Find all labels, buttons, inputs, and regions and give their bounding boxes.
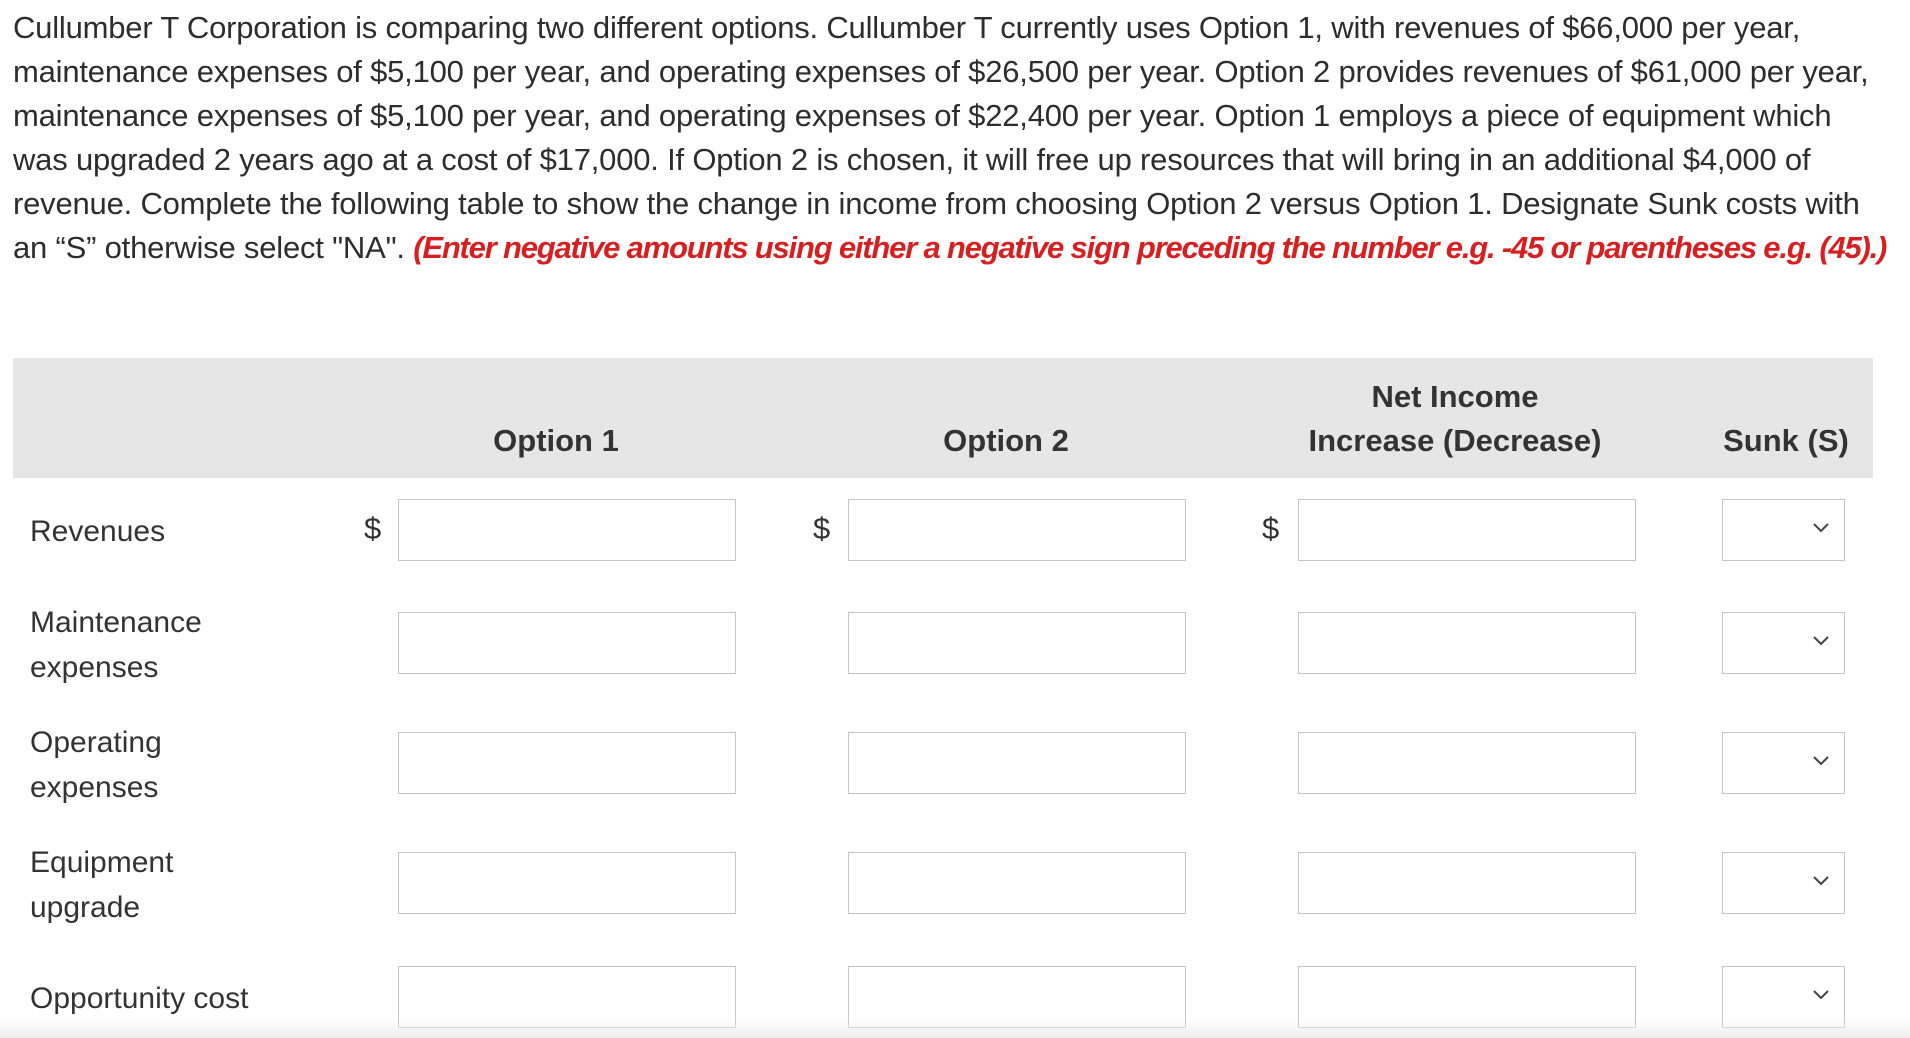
chevron-down-icon [1812,875,1830,887]
revenues-option2-input[interactable] [848,499,1186,561]
row-label-maintenance: Maintenance expenses [30,606,202,684]
operating-option2-input[interactable] [848,732,1186,794]
chevron-down-icon [1812,522,1830,534]
header-option-1: Option 1 [493,423,619,458]
equipment-net-input[interactable] [1298,852,1636,914]
operating-sunk-select[interactable] [1722,732,1845,794]
operating-net-input[interactable] [1298,732,1636,794]
opportunity-option2-input[interactable] [848,966,1186,1028]
instruction-text: (Enter negative amounts using either a negative sign preceding the number e.g. -45 or parentheses e.g. (45).) [413,230,1887,265]
dollar-sign: $ [364,511,382,546]
operating-option1-input[interactable] [398,732,736,794]
row-label-opportunity: Opportunity cost [30,982,249,1015]
revenues-sunk-select[interactable] [1722,499,1845,561]
revenues-net-input[interactable] [1298,499,1636,561]
row-label-equipment: Equipment upgrade [30,846,174,924]
question-body: Cullumber T Corporation is comparing two different options. Cullumber T currently uses Option 1, with revenues of $66,000 per year, maintenance expenses of $5,100 per year, and operating expenses of $26,500 per year. Option 2 provides revenues of $61,000 per year, maintenance expenses of $5,100 per year, and operating expenses of $22,400 per year. Option 1 employs a piece of equipment which was upgraded 2 years ago at a cost of $17,000. If Option 2 is chosen, it will free up resources that will bring in an additional $4,000 of revenue. Complete the following table to show the change in income from choosing Option 2 versus Option 1. Designate Sunk costs with an “S” otherwise select "NA". [13,10,1869,265]
equipment-sunk-select[interactable] [1722,852,1845,914]
chevron-down-icon [1812,635,1830,647]
maintenance-option1-input[interactable] [398,612,736,674]
opportunity-net-input[interactable] [1298,966,1636,1028]
header-option-2: Option 2 [943,423,1069,458]
header-net-income [1290,375,1620,463]
row-label-revenues: Revenues [30,515,166,548]
opportunity-option1-input[interactable] [398,966,736,1028]
header-sunk: Sunk (S) [1723,423,1849,458]
chevron-down-icon [1812,755,1830,767]
question-text [13,6,1893,270]
header-net-income-line1: Net Income [1371,379,1539,414]
row-label-operating: Operating expenses [30,726,162,804]
equipment-option1-input[interactable] [398,852,736,914]
chevron-down-icon [1812,989,1830,1001]
equipment-option2-input[interactable] [848,852,1186,914]
opportunity-sunk-select[interactable] [1722,966,1845,1028]
maintenance-option2-input[interactable] [848,612,1186,674]
header-net-income-line2: Increase (Decrease) [1308,423,1602,458]
maintenance-sunk-select[interactable] [1722,612,1845,674]
dollar-sign: $ [1262,511,1280,546]
bottom-fade [0,1020,1910,1038]
revenues-option1-input[interactable] [398,499,736,561]
dollar-sign: $ [813,511,831,546]
maintenance-net-input[interactable] [1298,612,1636,674]
